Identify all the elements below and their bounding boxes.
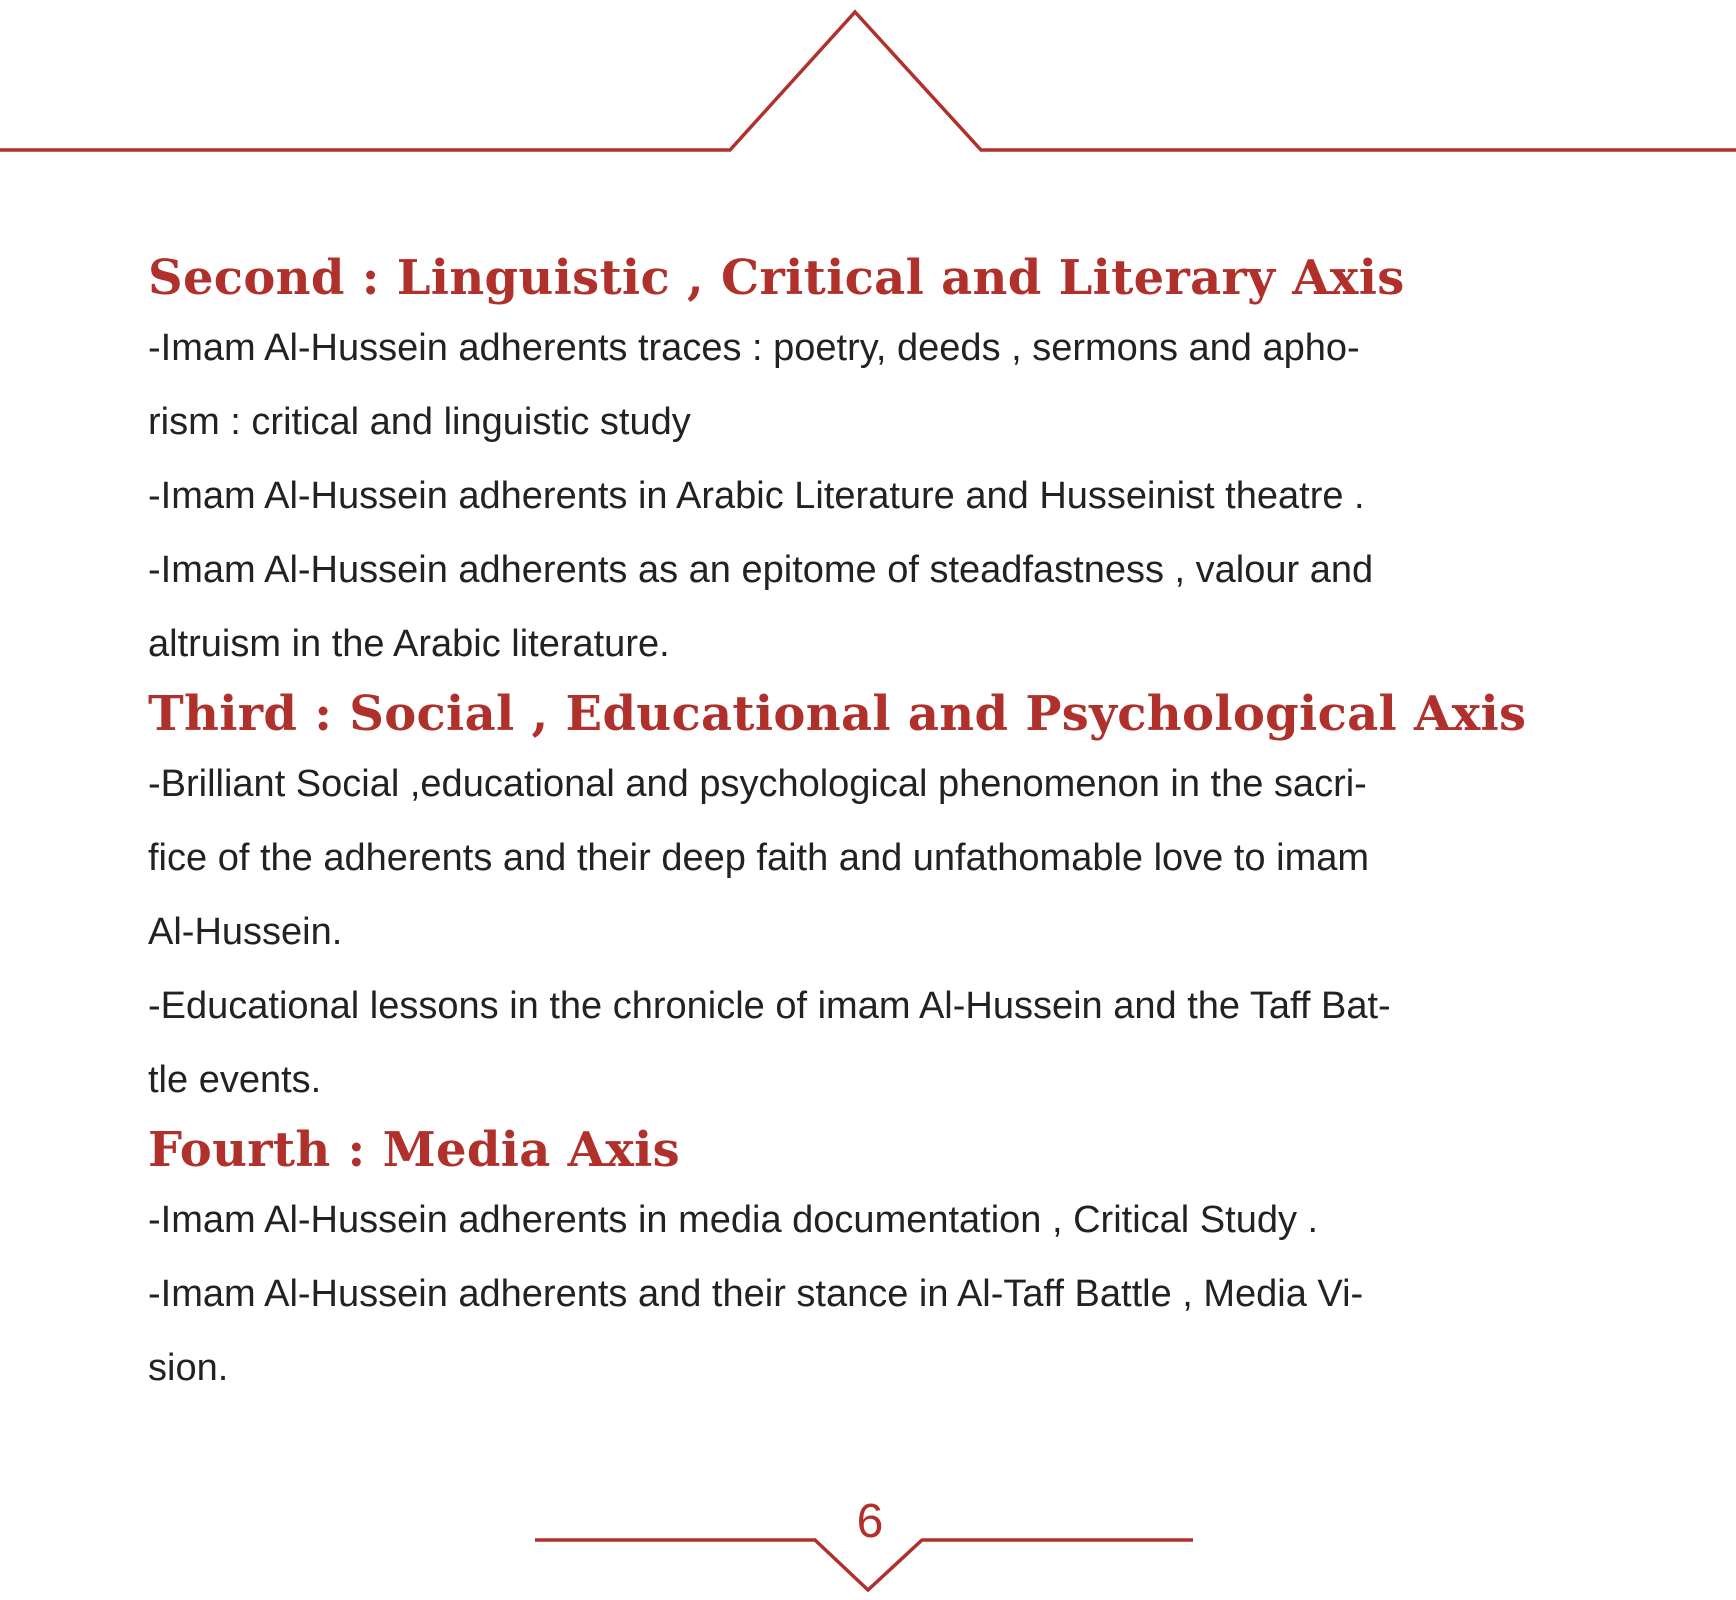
list-item: rism : critical and linguistic study — [148, 401, 691, 443]
list-item: -Imam Al-Hussein adherents traces : poetry, deeds , sermons and apho- — [148, 327, 1360, 369]
page-number: 6 — [856, 1495, 884, 1548]
list-item: -Imam Al-Hussein adherents in Arabic Literature and Husseinist theatre . — [148, 475, 1365, 517]
list-item: -Imam Al-Hussein adherents as an epitome of steadfastness , valour and — [148, 549, 1374, 591]
top-ornament-divider — [0, 0, 1736, 170]
list-item: tle events. — [148, 1059, 322, 1101]
list-item: -Imam Al-Hussein adherents and their stance in Al-Taff Battle , Media Vi- — [148, 1273, 1364, 1315]
list-item: fice of the adherents and their deep faith and unfathomable love to imam — [148, 837, 1370, 879]
page-content — [148, 245, 1598, 1405]
list-item: -Educational lessons in the chronicle of imam Al-Hussein and the Taff Bat- — [148, 985, 1391, 1027]
section-heading-third: Third : Social , Educational and Psychological Axis — [148, 686, 1527, 742]
section-heading-fourth: Fourth : Media Axis — [148, 1122, 680, 1178]
list-item: sion. — [148, 1347, 229, 1389]
list-item: altruism in the Arabic literature. — [148, 623, 670, 665]
list-item: -Brilliant Social ,educational and psychological phenomenon in the sacri- — [148, 763, 1367, 805]
section-heading-second: Second : Linguistic , Critical and Literary Axis — [148, 250, 1405, 306]
list-item: Al-Hussein. — [148, 911, 343, 953]
list-item: -Imam Al-Hussein adherents in media documentation , Critical Study . — [148, 1199, 1319, 1241]
